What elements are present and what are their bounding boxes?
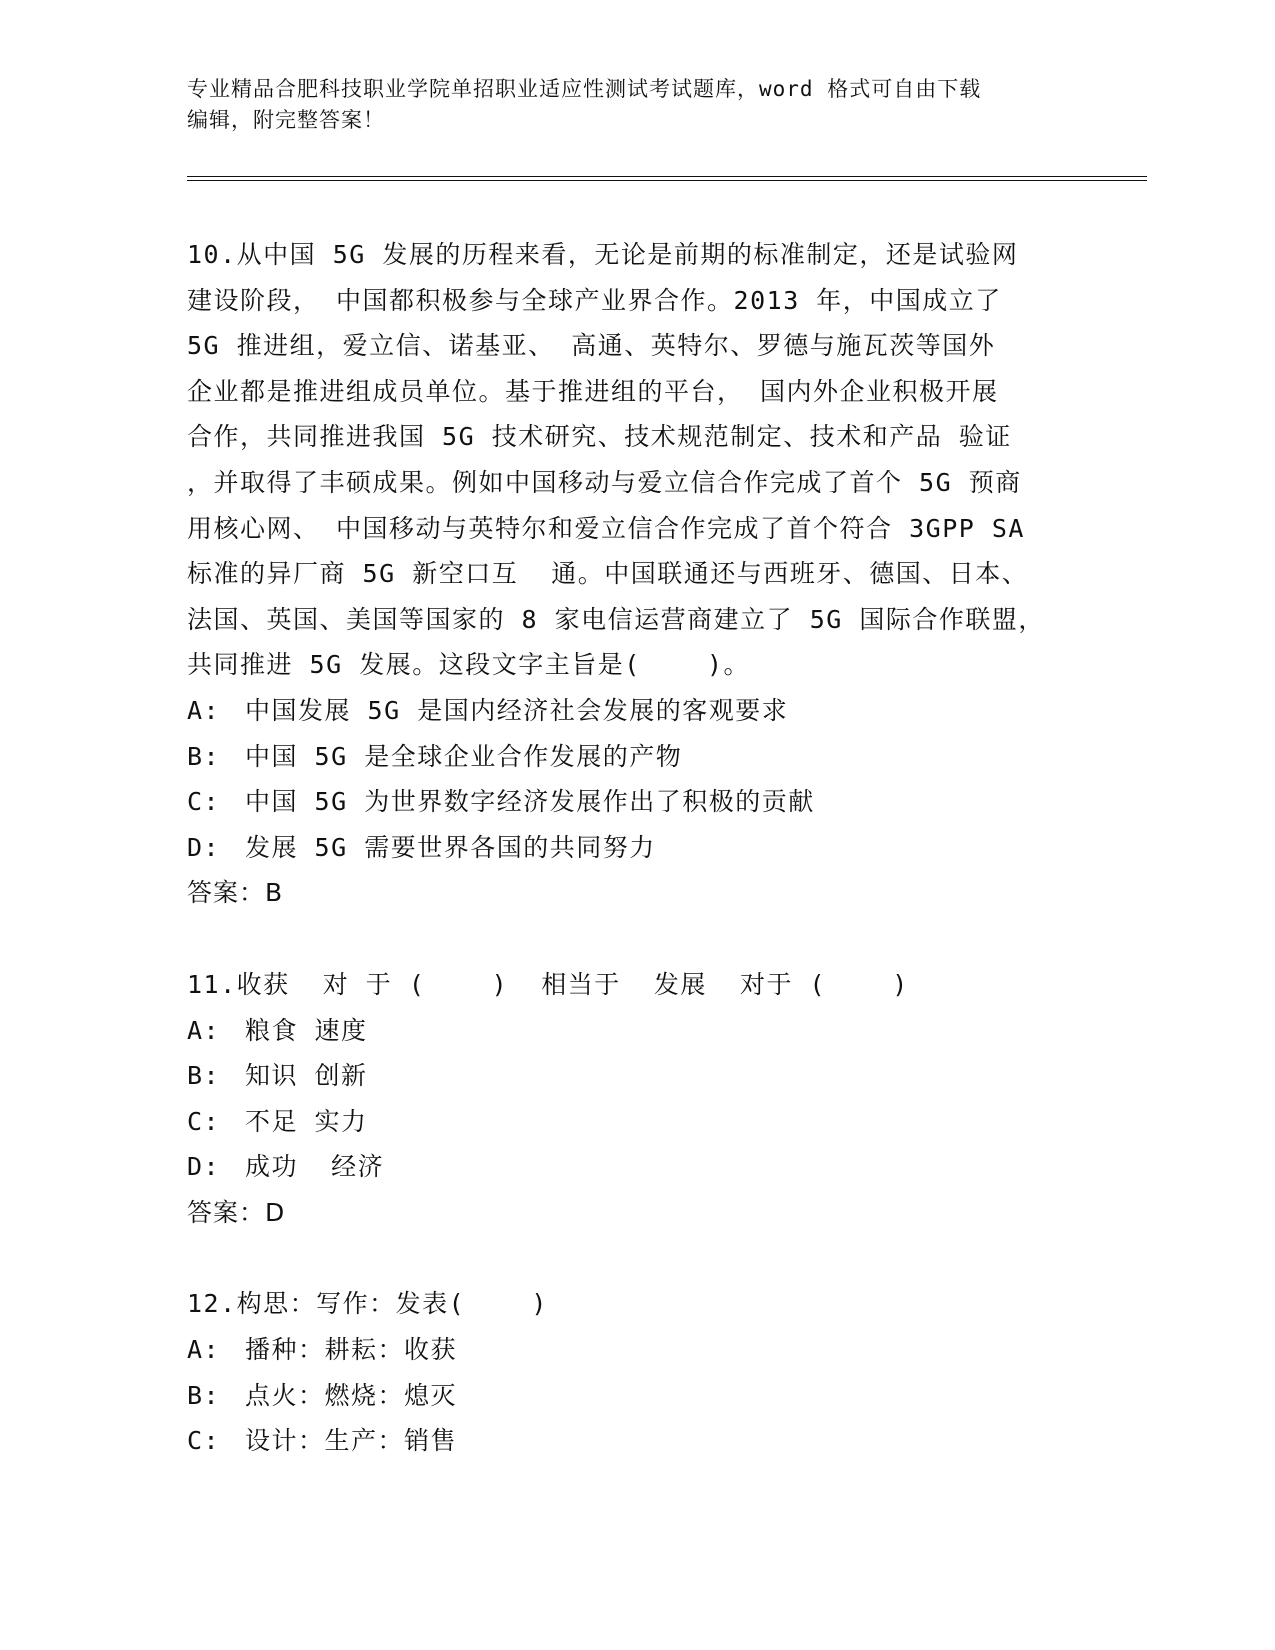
- option-text: 成功 经济: [245, 1152, 385, 1182]
- option-letter: C:: [187, 1426, 221, 1456]
- question-10-stem: [187, 232, 1087, 688]
- option-c: [187, 779, 1087, 825]
- option-text: 粮食 速度: [245, 1015, 368, 1045]
- header-line-1: 专业精品合肥科技职业学院单招职业适应性测试考试题库，word 格式可自由下载: [187, 77, 982, 101]
- option-letter: A:: [187, 695, 221, 725]
- option-letter: D:: [187, 1152, 221, 1182]
- question-text-line: 企业都是推进组成员单位。基于推进组的平台， 国内外企业积极开展: [187, 376, 999, 406]
- header-line-2: 编辑，附完整答案！: [187, 108, 385, 132]
- option-b: [187, 734, 1087, 780]
- answer-line: 答案：D: [187, 1197, 286, 1227]
- option-a: [187, 1327, 1087, 1373]
- question-11: [187, 962, 1087, 1236]
- option-text: 中国 5G 是全球企业合作发展的产物: [245, 741, 683, 771]
- question-text-line: 共同推进 5G 发展。这段文字主旨是( )。: [187, 650, 751, 680]
- option-text: 播种：耕耘：收获: [245, 1335, 458, 1365]
- option-text: 设计：生产：销售: [245, 1426, 458, 1456]
- document-header: [187, 74, 1067, 136]
- option-letter: B:: [187, 741, 221, 771]
- option-letter: A:: [187, 1335, 221, 1365]
- answer-line: 答案：B: [187, 878, 284, 908]
- question-text-line: 12.构思：写作：发表( ): [187, 1289, 548, 1319]
- question-text-line: 10.从中国 5G 发展的历程来看，无论是前期的标准制定，还是试验网: [187, 240, 1019, 269]
- question-spacer: [187, 916, 1087, 962]
- question-text-line: 合作，共同推进我国 5G 技术研究、技术规范制定、技术和产品 验证: [187, 422, 1012, 452]
- option-text: 知识 创新: [245, 1061, 368, 1091]
- header-divider-top: [187, 176, 1147, 177]
- option-letter: D:: [187, 832, 221, 862]
- option-text: 点火：燃烧：熄灭: [245, 1380, 458, 1410]
- option-letter: C:: [187, 787, 221, 817]
- question-text-line: 11.收获 对 于 ( ) 相当于 发展 对于 ( ): [187, 969, 909, 999]
- option-text: 发展 5G 需要世界各国的共同努力: [245, 832, 656, 862]
- question-text-line: 用核心网、 中国移动与英特尔和爱立信合作完成了首个符合 3GPP SA: [187, 513, 1025, 543]
- header-divider-bottom: [187, 180, 1147, 181]
- question-12: [187, 1281, 1087, 1463]
- question-text-line: ，并取得了丰硕成果。例如中国移动与爱立信合作完成了首个 5G 预商: [187, 467, 1022, 497]
- option-c: [187, 1418, 1087, 1464]
- question-text-line: 建设阶段， 中国都积极参与全球产业界合作。2013 年，中国成立了: [187, 285, 1002, 315]
- option-c: [187, 1099, 1087, 1145]
- question-list: [187, 232, 1087, 1464]
- question-11-stem: [187, 962, 1087, 1008]
- question-text-line: 标准的异厂商 5G 新空口互 通。中国联通还与西班牙、德国、日本、: [187, 559, 1029, 589]
- option-b: [187, 1373, 1087, 1419]
- question-text-line: 法国、英国、美国等国家的 8 家电信运营商建立了 5G 国际合作联盟，: [187, 604, 1045, 634]
- option-letter: B:: [187, 1380, 221, 1410]
- option-letter: C:: [187, 1106, 221, 1136]
- option-a: [187, 688, 1087, 734]
- option-a: [187, 1008, 1087, 1054]
- option-letter: B:: [187, 1061, 221, 1091]
- question-12-stem: [187, 1281, 1087, 1327]
- option-letter: A:: [187, 1015, 221, 1045]
- option-d: [187, 1144, 1087, 1190]
- question-text-line: 5G 推进组，爱立信、诺基亚、 高通、英特尔、罗德与施瓦茨等国外: [187, 331, 996, 361]
- question-10: [187, 232, 1087, 916]
- question-spacer: [187, 1235, 1087, 1281]
- option-d: [187, 825, 1087, 871]
- option-text: 中国发展 5G 是国内经济社会发展的客观要求: [245, 695, 789, 725]
- option-text: 中国 5G 为世界数字经济发展作出了积极的贡献: [245, 787, 815, 817]
- option-text: 不足 实力: [245, 1106, 368, 1136]
- option-b: [187, 1053, 1087, 1099]
